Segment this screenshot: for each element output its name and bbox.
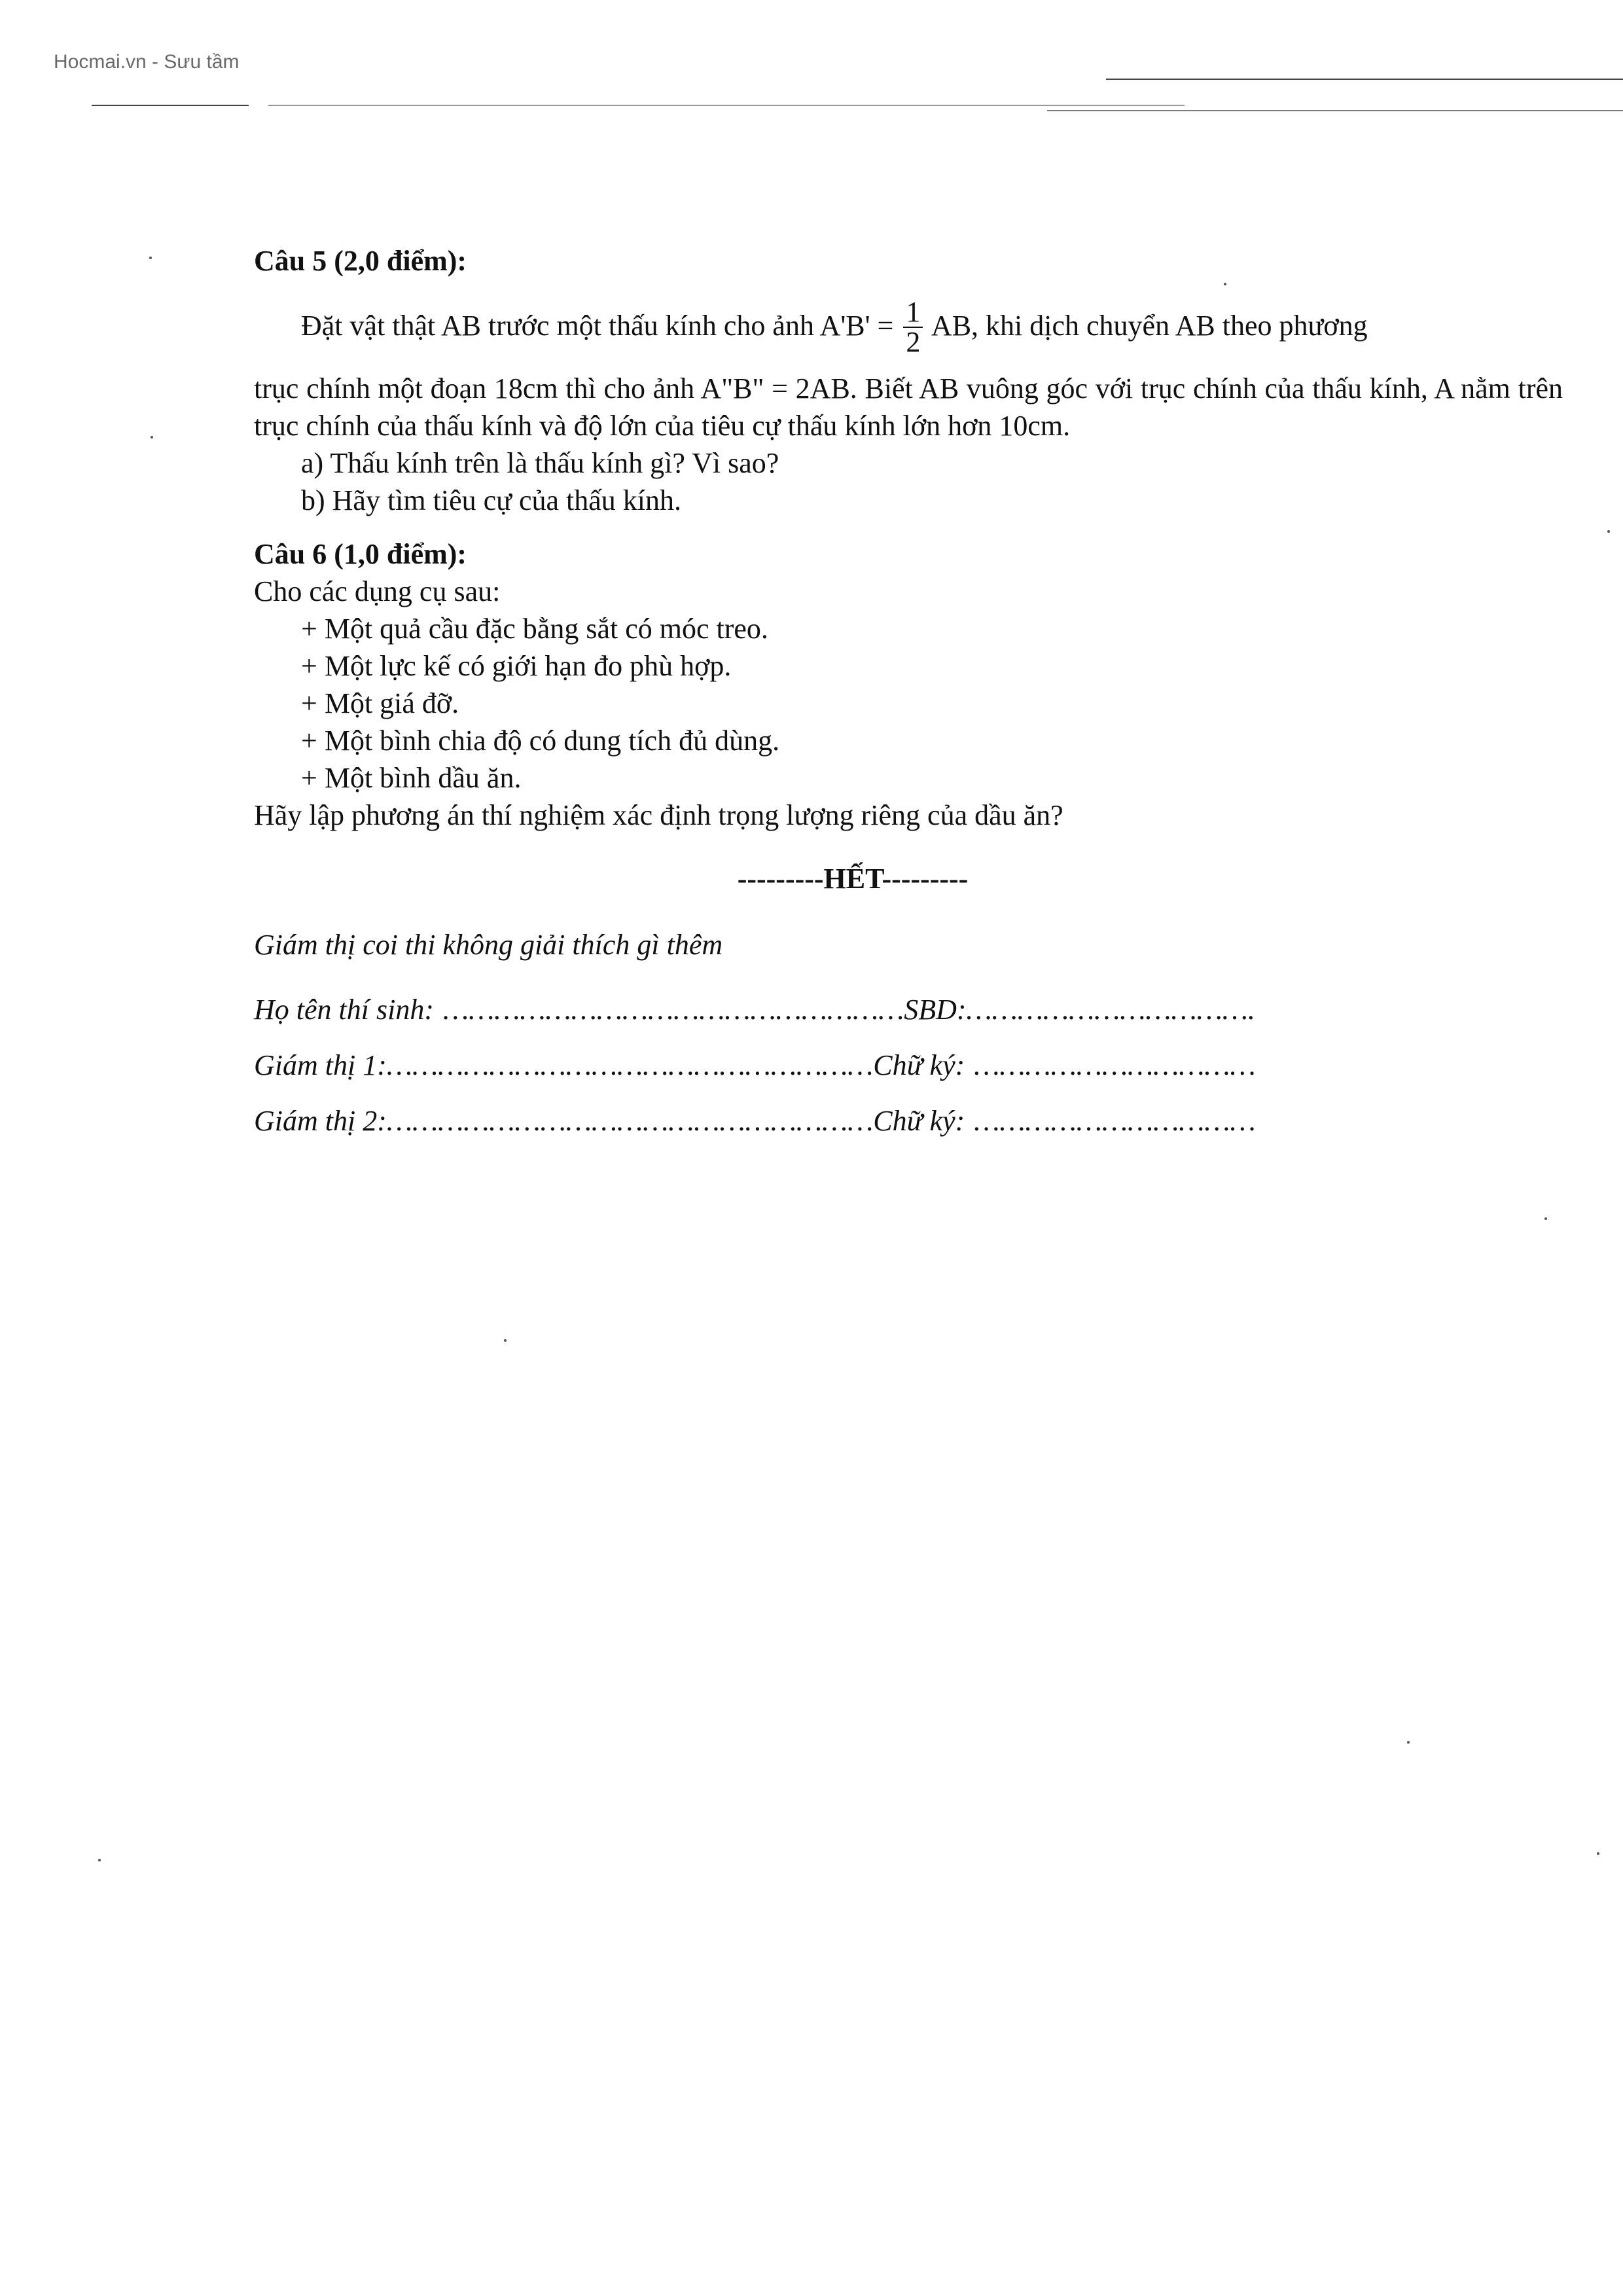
question-5-heading: Câu 5 (2,0 điểm): [254, 245, 467, 277]
scan-speck [1407, 1741, 1410, 1744]
invigilator-2-row [254, 1102, 1563, 1139]
equipment-item: + Một bình chia độ có dung tích đủ dùng. [301, 725, 780, 757]
equipment-item: + Một giá đỡ. [301, 687, 459, 719]
scan-speck [1597, 1852, 1599, 1855]
watermark: Hocmai.vn - Sưu tầm [54, 51, 240, 73]
exam-content [254, 242, 1563, 1158]
header-rule-left [92, 105, 249, 106]
header-rule-right-lower [1047, 110, 1623, 111]
header-rule-mid [268, 105, 1185, 106]
scan-speck [1544, 1217, 1547, 1220]
fraction-numerator: 1 [903, 298, 923, 328]
signature-1-label: Chữ ký: [873, 1049, 965, 1081]
signature-2-label: Chữ ký: [873, 1105, 965, 1137]
equipment-item: + Một quả cầu đặc bằng sắt có móc treo. [301, 613, 768, 645]
sbd-label: SBD: [904, 994, 967, 1026]
question-5-part-a: a) Thấu kính trên là thấu kính gì? Vì sao? [301, 447, 779, 479]
invigilator-1-label: Giám thị 1: [254, 1049, 387, 1081]
invigilator-2-label: Giám thị 2: [254, 1105, 387, 1137]
scan-speck [98, 1859, 101, 1861]
invigilator-note: Giám thị coi thi không giải thích gì thêm [254, 929, 723, 961]
candidate-name-label: Họ tên thí sinh: [254, 994, 434, 1026]
equipment-item: + Một bình dầu ăn. [301, 762, 522, 794]
fraction-denominator: 2 [906, 326, 921, 358]
candidate-name-dots: ……………………………………………… [442, 994, 904, 1026]
scan-speck [151, 436, 153, 439]
equipment-item: + Một lực kế có giới hạn đo phù hợp. [301, 650, 732, 682]
invigilator-2-dots: ………………………………………………… [386, 1105, 874, 1137]
signature-1-dots: …………………………… [974, 1049, 1256, 1081]
question-6-intro: Cho các dụng cụ sau: [254, 575, 501, 607]
signature-2-dots: …………………………… [974, 1105, 1256, 1137]
fraction-one-half [903, 298, 923, 357]
sbd-dots: ……………………………. [966, 994, 1255, 1026]
scan-speck [1607, 530, 1610, 533]
question-6-task: Hãy lập phương án thí nghiệm xác định trọng lượng riêng của dầu ăn? [254, 799, 1063, 831]
header-rule-right [1106, 79, 1623, 80]
scan-speck [504, 1339, 507, 1342]
question-5-text-after-fraction: AB, khi dịch chuyển AB theo phương [931, 310, 1368, 342]
invigilator-1-dots: ………………………………………………… [386, 1049, 874, 1081]
question-5-part-b: b) Hãy tìm tiêu cự của thấu kính. [301, 484, 682, 516]
candidate-name-row [254, 991, 1563, 1028]
question-5-body: trục chính một đoạn 18cm thì cho ảnh A"B" = 2AB. Biết AB vuông góc với trục chính của thấu kính, A nằm trên trục chính của thấu kính và độ lớn của tiêu cự thấu kính lớn hơn 10cm. [254, 372, 1563, 442]
question-5-line1 [254, 296, 1563, 358]
scan-speck [149, 257, 152, 259]
question-6-heading: Câu 6 (1,0 điểm): [254, 538, 467, 570]
invigilator-1-row [254, 1047, 1563, 1084]
end-mark: ---------HẾT--------- [737, 863, 969, 895]
question-5-text-before-fraction: Đặt vật thật AB trước một thấu kính cho ảnh A'B' = [301, 310, 894, 342]
